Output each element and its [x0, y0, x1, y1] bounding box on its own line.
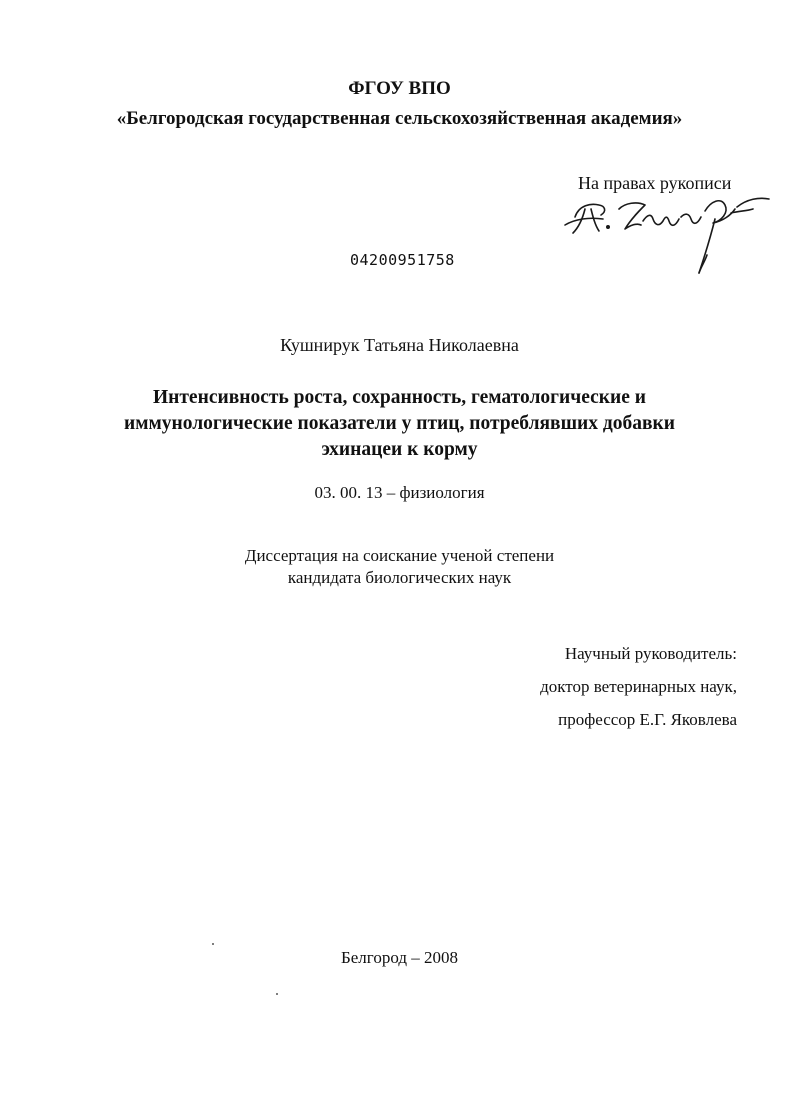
catalog-number: 04200951758 — [350, 251, 455, 269]
author-name: Кушнирук Татьяна Николаевна — [280, 335, 519, 355]
advisor-line: Научный руководитель: — [564, 644, 737, 663]
specialty-code: 03. 00. 13 – физиология — [314, 483, 485, 502]
scientific-advisor — [540, 637, 737, 736]
dissertation-title — [0, 385, 799, 463]
title-line: эхинацеи к корму — [321, 439, 478, 460]
title-line: иммунологические показатели у птиц, потреблявших добавки — [123, 413, 676, 434]
academy-name: «Белгородская государственная сельскохозяйственная академия» — [116, 108, 683, 129]
manuscript-rights-note: На правах рукописи — [578, 173, 732, 193]
handwritten-signature — [555, 175, 775, 280]
advisor-line: доктор ветеринарных наук, — [540, 677, 737, 696]
city-year: Белгород – 2008 — [341, 948, 458, 967]
degree-line: кандидата биологических наук — [287, 568, 512, 587]
scan-speck — [276, 993, 278, 995]
degree-statement — [0, 545, 799, 589]
scan-speck — [212, 943, 214, 945]
organization-name: ФГОУ ВПО — [348, 78, 451, 99]
title-line: Интенсивность роста, сохранность, гематологические и — [152, 387, 647, 408]
advisor-line: профессор Е.Г. Яковлева — [558, 710, 737, 729]
degree-line: Диссертация на соискание ученой степени — [244, 546, 555, 565]
